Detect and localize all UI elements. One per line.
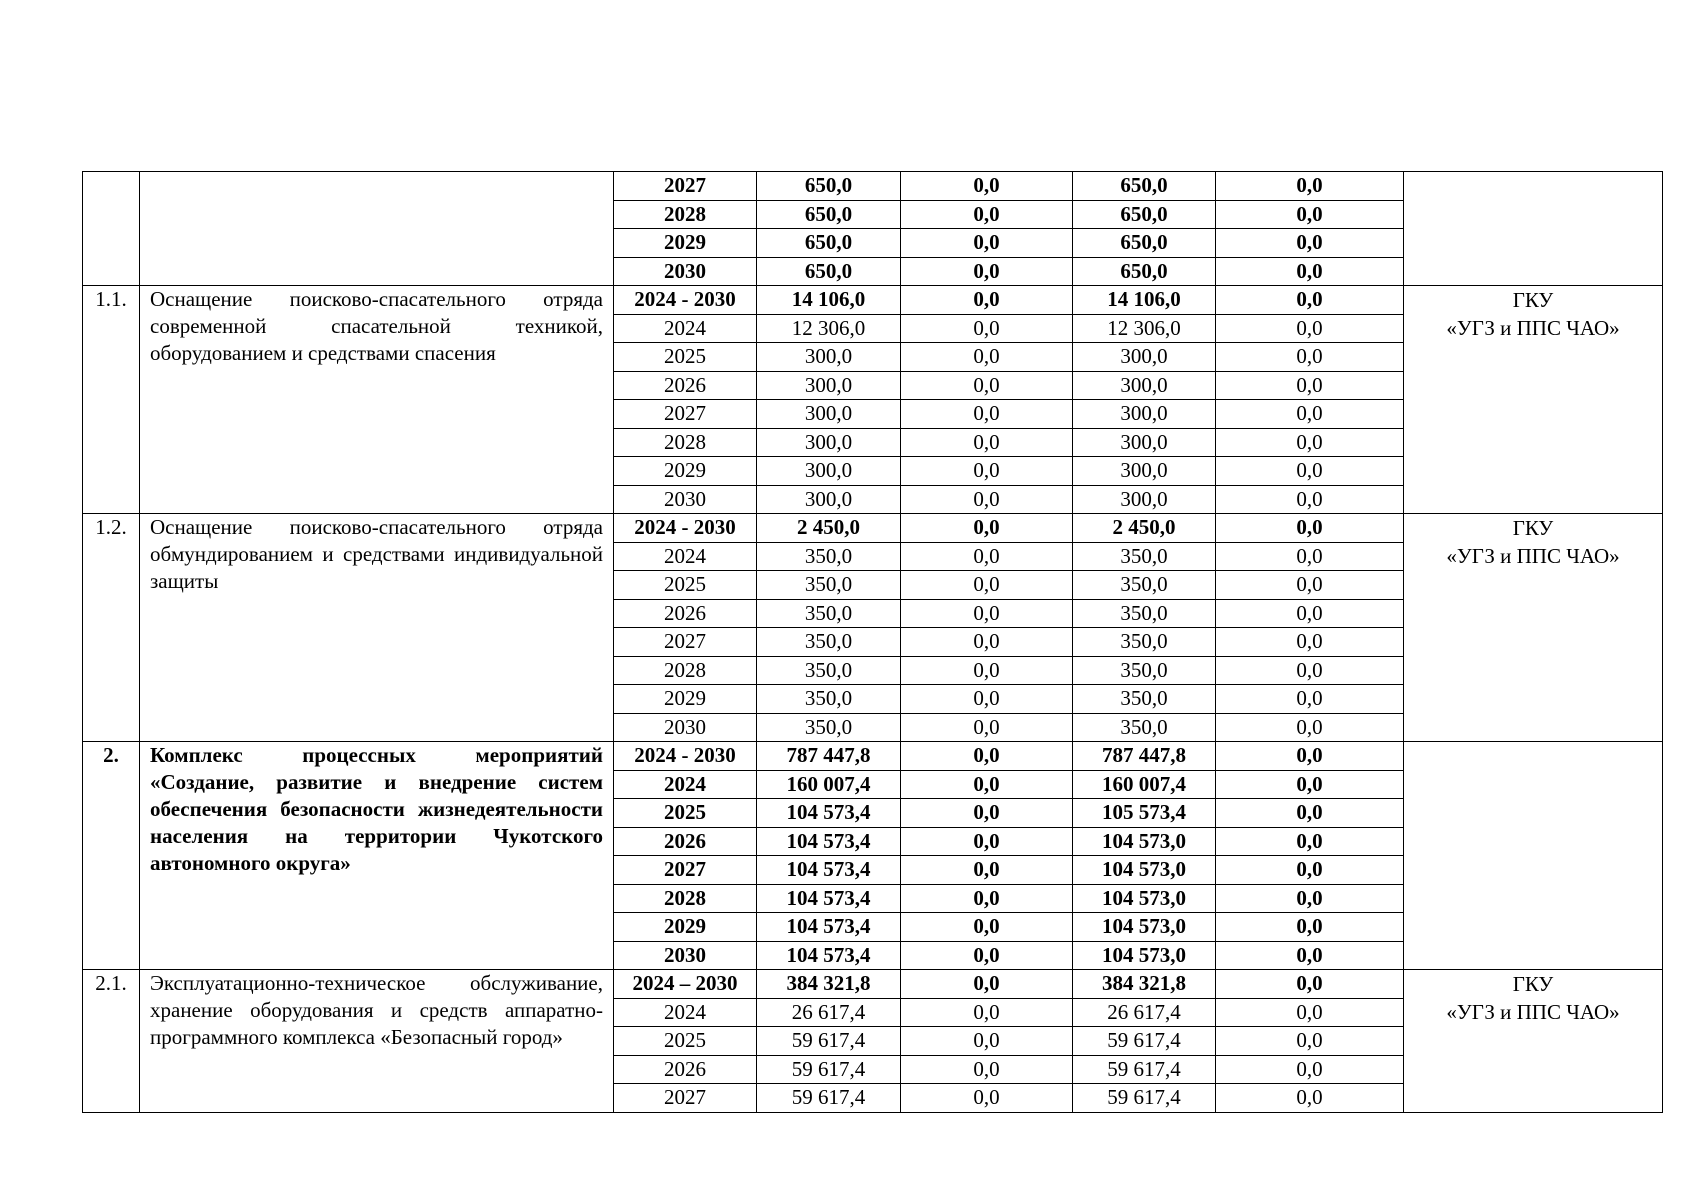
period-cell: 2030: [614, 485, 757, 514]
total-cell: 350,0: [757, 656, 901, 685]
period-cell: 2027: [614, 628, 757, 657]
period-cell: 2029: [614, 913, 757, 942]
item-number: 1.1.: [83, 286, 140, 514]
federal-budget-cell: 0,0: [901, 998, 1073, 1027]
total-cell: 104 573,4: [757, 884, 901, 913]
federal-budget-cell: 0,0: [901, 314, 1073, 343]
period-cell: 2027: [614, 856, 757, 885]
other-sources-cell: 0,0: [1216, 400, 1404, 429]
federal-budget-cell: 0,0: [901, 713, 1073, 742]
period-cell: 2030: [614, 941, 757, 970]
district-budget-cell: 350,0: [1073, 599, 1216, 628]
other-sources-cell: 0,0: [1216, 770, 1404, 799]
federal-budget-cell: 0,0: [901, 970, 1073, 999]
other-sources-cell: 0,0: [1216, 514, 1404, 543]
period-cell: 2024: [614, 998, 757, 1027]
total-cell: 300,0: [757, 428, 901, 457]
total-cell: 650,0: [757, 229, 901, 258]
district-budget-cell: 300,0: [1073, 343, 1216, 372]
district-budget-cell: 650,0: [1073, 257, 1216, 286]
total-cell: 14 106,0: [757, 286, 901, 315]
total-cell: 350,0: [757, 713, 901, 742]
federal-budget-cell: 0,0: [901, 229, 1073, 258]
period-cell: 2024: [614, 542, 757, 571]
district-budget-cell: 59 617,4: [1073, 1055, 1216, 1084]
district-budget-cell: 350,0: [1073, 542, 1216, 571]
federal-budget-cell: 0,0: [901, 599, 1073, 628]
period-cell: 2025: [614, 343, 757, 372]
other-sources-cell: 0,0: [1216, 200, 1404, 229]
period-cell: 2028: [614, 884, 757, 913]
federal-budget-cell: 0,0: [901, 542, 1073, 571]
period-cell: 2028: [614, 656, 757, 685]
period-cell: 2024 – 2030: [614, 970, 757, 999]
total-cell: 350,0: [757, 542, 901, 571]
total-cell: 300,0: [757, 400, 901, 429]
other-sources-cell: 0,0: [1216, 1084, 1404, 1113]
federal-budget-cell: 0,0: [901, 799, 1073, 828]
period-cell: 2030: [614, 713, 757, 742]
total-cell: 26 617,4: [757, 998, 901, 1027]
other-sources-cell: 0,0: [1216, 371, 1404, 400]
table-row: [83, 514, 1663, 543]
period-cell: 2029: [614, 229, 757, 258]
total-cell: 350,0: [757, 685, 901, 714]
other-sources-cell: 0,0: [1216, 571, 1404, 600]
total-cell: 350,0: [757, 571, 901, 600]
district-budget-cell: 787 447,8: [1073, 742, 1216, 771]
federal-budget-cell: 0,0: [901, 571, 1073, 600]
budget-table: [82, 171, 1663, 1113]
executor-line: ГКУ: [1512, 288, 1554, 312]
other-sources-cell: 0,0: [1216, 457, 1404, 486]
federal-budget-cell: 0,0: [901, 172, 1073, 201]
federal-budget-cell: 0,0: [901, 628, 1073, 657]
total-cell: 650,0: [757, 172, 901, 201]
federal-budget-cell: 0,0: [901, 827, 1073, 856]
other-sources-cell: 0,0: [1216, 542, 1404, 571]
item-description: Оснащение поисково-спасательного отряда современной спасательной техникой, оборудованием и средствами спасения: [140, 286, 614, 514]
budget-table-body: [83, 172, 1663, 1113]
total-cell: 350,0: [757, 628, 901, 657]
period-cell: 2027: [614, 172, 757, 201]
period-cell: 2025: [614, 571, 757, 600]
district-budget-cell: 59 617,4: [1073, 1084, 1216, 1113]
district-budget-cell: 300,0: [1073, 428, 1216, 457]
other-sources-cell: 0,0: [1216, 286, 1404, 315]
item-description: Комплекс процессных мероприятий «Создание, развитие и внедрение систем обеспечения безопасности жизнедеятельности населения на территории Чукотского автономного округа»: [140, 742, 614, 970]
federal-budget-cell: 0,0: [901, 286, 1073, 315]
federal-budget-cell: 0,0: [901, 343, 1073, 372]
district-budget-cell: 160 007,4: [1073, 770, 1216, 799]
item-number: 1.2.: [83, 514, 140, 742]
period-cell: 2024: [614, 314, 757, 343]
federal-budget-cell: 0,0: [901, 485, 1073, 514]
total-cell: 59 617,4: [757, 1027, 901, 1056]
other-sources-cell: 0,0: [1216, 998, 1404, 1027]
district-budget-cell: 350,0: [1073, 713, 1216, 742]
federal-budget-cell: 0,0: [901, 400, 1073, 429]
other-sources-cell: 0,0: [1216, 827, 1404, 856]
executor-line: ГКУ: [1512, 516, 1554, 540]
other-sources-cell: 0,0: [1216, 229, 1404, 258]
other-sources-cell: 0,0: [1216, 1027, 1404, 1056]
federal-budget-cell: 0,0: [901, 656, 1073, 685]
federal-budget-cell: 0,0: [901, 371, 1073, 400]
total-cell: 350,0: [757, 599, 901, 628]
federal-budget-cell: 0,0: [901, 257, 1073, 286]
period-cell: 2027: [614, 1084, 757, 1113]
item-description: Эксплуатационно-техническое обслуживание, хранение оборудования и средств аппаратно-программного комплекса «Безопасный город»: [140, 970, 614, 1113]
district-budget-cell: 300,0: [1073, 457, 1216, 486]
total-cell: 787 447,8: [757, 742, 901, 771]
federal-budget-cell: 0,0: [901, 856, 1073, 885]
executor-cell: [1404, 172, 1663, 286]
period-cell: 2024 - 2030: [614, 514, 757, 543]
district-budget-cell: 300,0: [1073, 400, 1216, 429]
other-sources-cell: 0,0: [1216, 970, 1404, 999]
executor-line: ГКУ: [1512, 972, 1554, 996]
total-cell: 300,0: [757, 457, 901, 486]
total-cell: 104 573,4: [757, 827, 901, 856]
other-sources-cell: 0,0: [1216, 913, 1404, 942]
district-budget-cell: 350,0: [1073, 656, 1216, 685]
federal-budget-cell: 0,0: [901, 685, 1073, 714]
district-budget-cell: 105 573,4: [1073, 799, 1216, 828]
federal-budget-cell: 0,0: [901, 1055, 1073, 1084]
total-cell: 104 573,4: [757, 913, 901, 942]
district-budget-cell: 650,0: [1073, 200, 1216, 229]
total-cell: 300,0: [757, 485, 901, 514]
total-cell: 650,0: [757, 257, 901, 286]
total-cell: 59 617,4: [757, 1084, 901, 1113]
district-budget-cell: 59 617,4: [1073, 1027, 1216, 1056]
period-cell: 2026: [614, 371, 757, 400]
total-cell: 384 321,8: [757, 970, 901, 999]
item-description: [140, 172, 614, 286]
other-sources-cell: 0,0: [1216, 685, 1404, 714]
total-cell: 300,0: [757, 371, 901, 400]
district-budget-cell: 104 573,0: [1073, 941, 1216, 970]
other-sources-cell: 0,0: [1216, 314, 1404, 343]
total-cell: 104 573,4: [757, 856, 901, 885]
federal-budget-cell: 0,0: [901, 941, 1073, 970]
table-row: [83, 172, 1663, 201]
district-budget-cell: 104 573,0: [1073, 827, 1216, 856]
district-budget-cell: 2 450,0: [1073, 514, 1216, 543]
district-budget-cell: 104 573,0: [1073, 913, 1216, 942]
federal-budget-cell: 0,0: [901, 428, 1073, 457]
district-budget-cell: 350,0: [1073, 571, 1216, 600]
other-sources-cell: 0,0: [1216, 742, 1404, 771]
period-cell: 2025: [614, 1027, 757, 1056]
federal-budget-cell: 0,0: [901, 457, 1073, 486]
district-budget-cell: 650,0: [1073, 172, 1216, 201]
other-sources-cell: 0,0: [1216, 628, 1404, 657]
executor-cell: [1404, 742, 1663, 970]
federal-budget-cell: 0,0: [901, 770, 1073, 799]
table-row: [83, 970, 1663, 999]
executor-line: «УГЗ и ППС ЧАО»: [1446, 1000, 1620, 1024]
period-cell: 2024: [614, 770, 757, 799]
federal-budget-cell: 0,0: [901, 514, 1073, 543]
district-budget-cell: 300,0: [1073, 485, 1216, 514]
federal-budget-cell: 0,0: [901, 913, 1073, 942]
district-budget-cell: 384 321,8: [1073, 970, 1216, 999]
other-sources-cell: 0,0: [1216, 343, 1404, 372]
period-cell: 2026: [614, 827, 757, 856]
period-cell: 2025: [614, 799, 757, 828]
other-sources-cell: 0,0: [1216, 713, 1404, 742]
district-budget-cell: 12 306,0: [1073, 314, 1216, 343]
other-sources-cell: 0,0: [1216, 599, 1404, 628]
federal-budget-cell: 0,0: [901, 1084, 1073, 1113]
period-cell: 2026: [614, 1055, 757, 1084]
total-cell: 104 573,4: [757, 799, 901, 828]
period-cell: 2028: [614, 200, 757, 229]
executor-cell: [1404, 970, 1663, 1113]
period-cell: 2027: [614, 400, 757, 429]
total-cell: 650,0: [757, 200, 901, 229]
district-budget-cell: 650,0: [1073, 229, 1216, 258]
other-sources-cell: 0,0: [1216, 884, 1404, 913]
item-description: Оснащение поисково-спасательного отряда обмундированием и средствами индивидуальной защиты: [140, 514, 614, 742]
other-sources-cell: 0,0: [1216, 428, 1404, 457]
period-cell: 2024 - 2030: [614, 286, 757, 315]
other-sources-cell: 0,0: [1216, 856, 1404, 885]
other-sources-cell: 0,0: [1216, 941, 1404, 970]
district-budget-cell: 26 617,4: [1073, 998, 1216, 1027]
federal-budget-cell: 0,0: [901, 742, 1073, 771]
district-budget-cell: 350,0: [1073, 628, 1216, 657]
executor-line: «УГЗ и ППС ЧАО»: [1446, 316, 1620, 340]
other-sources-cell: 0,0: [1216, 257, 1404, 286]
period-cell: 2028: [614, 428, 757, 457]
total-cell: 12 306,0: [757, 314, 901, 343]
period-cell: 2024 - 2030: [614, 742, 757, 771]
item-number: [83, 172, 140, 286]
total-cell: 160 007,4: [757, 770, 901, 799]
item-number: 2.: [83, 742, 140, 970]
district-budget-cell: 104 573,0: [1073, 884, 1216, 913]
other-sources-cell: 0,0: [1216, 172, 1404, 201]
total-cell: 104 573,4: [757, 941, 901, 970]
federal-budget-cell: 0,0: [901, 1027, 1073, 1056]
district-budget-cell: 350,0: [1073, 685, 1216, 714]
executor-cell: [1404, 286, 1663, 514]
district-budget-cell: 300,0: [1073, 371, 1216, 400]
total-cell: 2 450,0: [757, 514, 901, 543]
other-sources-cell: 0,0: [1216, 799, 1404, 828]
executor-line: «УГЗ и ППС ЧАО»: [1446, 544, 1620, 568]
other-sources-cell: 0,0: [1216, 656, 1404, 685]
district-budget-cell: 104 573,0: [1073, 856, 1216, 885]
period-cell: 2030: [614, 257, 757, 286]
other-sources-cell: 0,0: [1216, 485, 1404, 514]
federal-budget-cell: 0,0: [901, 884, 1073, 913]
table-row: [83, 286, 1663, 315]
executor-cell: [1404, 514, 1663, 742]
total-cell: 300,0: [757, 343, 901, 372]
item-number: 2.1.: [83, 970, 140, 1113]
total-cell: 59 617,4: [757, 1055, 901, 1084]
district-budget-cell: 14 106,0: [1073, 286, 1216, 315]
period-cell: 2029: [614, 457, 757, 486]
other-sources-cell: 0,0: [1216, 1055, 1404, 1084]
period-cell: 2029: [614, 685, 757, 714]
table-row: [83, 742, 1663, 771]
federal-budget-cell: 0,0: [901, 200, 1073, 229]
period-cell: 2026: [614, 599, 757, 628]
